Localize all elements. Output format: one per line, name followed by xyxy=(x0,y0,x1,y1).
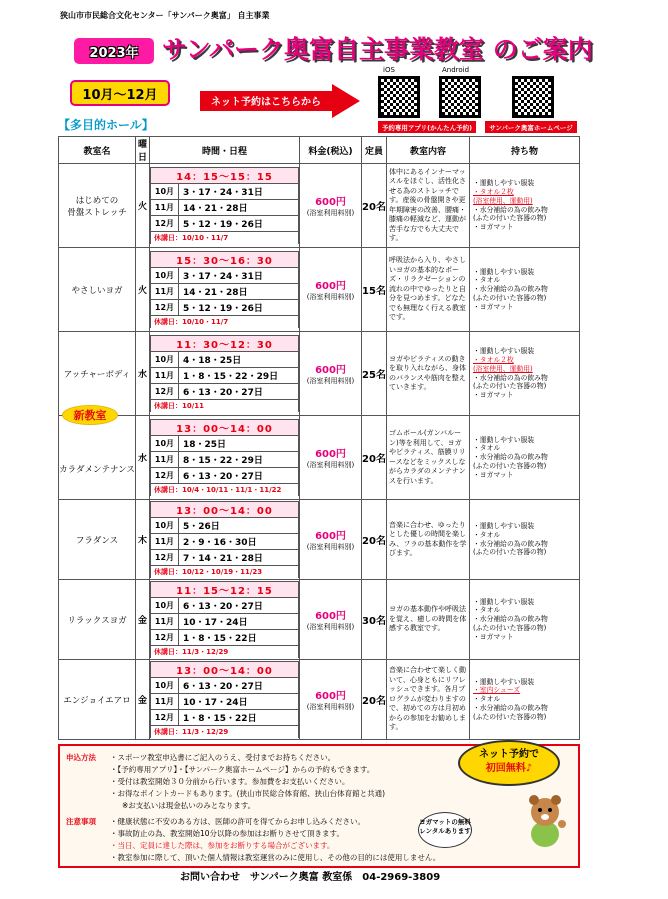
holiday-text: 休講日：11/3・12/29 xyxy=(151,726,299,738)
fee-amount: 600円 xyxy=(315,449,346,460)
class-time: 15：30～16：30 xyxy=(151,252,299,268)
item-line: ・運動しやすい服装 xyxy=(473,179,535,188)
item-line: (ふたの付いた容器の物) xyxy=(473,623,547,632)
items-list xyxy=(470,580,580,660)
month-label: 10月 xyxy=(151,518,179,534)
items-list xyxy=(470,248,580,332)
month-dates: 3・17・24・31日 xyxy=(179,268,299,284)
month-dates: 14・21・28日 xyxy=(179,200,299,216)
month-row xyxy=(151,436,299,452)
capacity: 20名 xyxy=(362,660,387,740)
item-line: ・タオル２枚 xyxy=(473,187,514,196)
capacity: 25名 xyxy=(362,332,387,416)
class-time: 11：30～12：30 xyxy=(151,336,299,352)
class-name: カラダメンテナンス xyxy=(59,416,136,500)
item-line: ・水分補給の為の飲み物 xyxy=(473,703,548,712)
schedule-cell xyxy=(150,332,300,416)
items-list xyxy=(470,660,580,740)
month-dates: 10・17・24日 xyxy=(179,614,299,630)
class-day: 金 xyxy=(136,580,150,660)
month-row xyxy=(151,216,299,232)
item-line: ・ヨガマット xyxy=(473,632,514,641)
month-label: 11月 xyxy=(151,534,179,550)
month-label: 11月 xyxy=(151,694,179,710)
item-line: ・水分補給の為の飲み物 xyxy=(473,373,548,382)
holiday-text: 休講日：10/12・10/19・11/23 xyxy=(151,566,299,578)
month-dates: 8・15・22・29日 xyxy=(179,452,299,468)
apply-line-2: ・【予約専用アプリ】・【サンパーク奥富ホームページ】からの予約もできます。 xyxy=(110,765,375,774)
month-dates: 14・21・28日 xyxy=(179,284,299,300)
month-label: 12月 xyxy=(151,216,179,232)
month-label: 10月 xyxy=(151,598,179,614)
month-dates: 18・25日 xyxy=(179,436,299,452)
month-label: 12月 xyxy=(151,468,179,484)
fee-note: (浴室利用料別) xyxy=(306,293,355,301)
fee-amount: 600円 xyxy=(315,197,346,208)
item-line: (浴室使用、運動用) xyxy=(473,364,533,373)
month-label: 10月 xyxy=(151,352,179,368)
header-fee: 料金(税込) xyxy=(300,137,362,164)
month-row xyxy=(151,300,299,316)
class-description: 呼吸法から入り、やさしいヨガの基本的なポーズ・リラクゼーションの流れの中でゆったりと自分を見つめます。どなたでも無理なく行える教室です。 xyxy=(387,248,470,332)
schedule-cell xyxy=(150,660,300,740)
class-row xyxy=(59,416,580,500)
item-line: ・ヨガマット xyxy=(473,302,514,311)
month-label: 12月 xyxy=(151,384,179,400)
fee-amount: 600円 xyxy=(315,531,346,542)
schedule-cell xyxy=(150,248,300,332)
contact-info: お問い合わせ サンパーク奥富 教室係 04-2969-3809 xyxy=(180,872,441,883)
item-line: ・運動しやすい服装 xyxy=(473,435,535,444)
item-line: ・水分補給の為の飲み物 xyxy=(473,453,548,462)
month-dates: 6・13・20・27日 xyxy=(179,468,299,484)
fee-note: (浴室利用料別) xyxy=(306,703,355,711)
net-bubble-line-2: 初回無料♪ xyxy=(485,763,533,774)
month-row xyxy=(151,452,299,468)
fee-amount: 600円 xyxy=(315,611,346,622)
item-line: ・タオル xyxy=(473,530,501,539)
schedule-cell xyxy=(150,580,300,660)
item-line: ・タオル xyxy=(473,276,501,285)
class-description: ヨガの基本動作や呼吸法を覚え、癒しの時間を体感する教室です。 xyxy=(387,580,470,660)
homepage-qr-code[interactable] xyxy=(512,76,554,118)
month-label: 11月 xyxy=(151,200,179,216)
month-dates: 1・8・15・22・29日 xyxy=(179,368,299,384)
item-line: ・タオル xyxy=(473,444,501,453)
fee-amount: 600円 xyxy=(315,365,346,376)
month-dates: 6・13・20・27日 xyxy=(179,384,299,400)
header-items: 持ち物 xyxy=(470,137,580,164)
net-bubble-line-1: ネット予約で xyxy=(479,749,539,760)
header-content: 教室内容 xyxy=(387,137,470,164)
items-list xyxy=(470,500,580,580)
item-line: ・運動しやすい服装 xyxy=(473,597,535,606)
class-day: 水 xyxy=(136,332,150,416)
item-line: ・水分補給の為の飲み物 xyxy=(473,205,548,214)
month-label: 10月 xyxy=(151,678,179,694)
ios-qr-code[interactable] xyxy=(378,76,420,118)
net-reserve-arrow[interactable] xyxy=(200,84,360,118)
item-line: ・運動しやすい服装 xyxy=(473,677,535,686)
capacity: 20名 xyxy=(362,416,387,500)
holiday-text: 休講日：11/3・12/29 xyxy=(151,646,299,658)
capacity: 20名 xyxy=(362,500,387,580)
net-reserve-label: ネット予約はこちらから xyxy=(211,97,321,108)
fee-cell xyxy=(300,500,362,580)
month-dates: 10・17・24日 xyxy=(179,694,299,710)
fee-cell xyxy=(300,164,362,248)
fee-amount: 600円 xyxy=(315,281,346,292)
month-dates: 1・8・15・22日 xyxy=(179,630,299,646)
header-schedule: 時間・日程 xyxy=(150,137,300,164)
class-time: 11：15～12：15 xyxy=(151,582,299,598)
items-list xyxy=(470,164,580,248)
item-line: (ふたの付いた容器の物) xyxy=(473,214,547,223)
item-line: ・ヨガマット xyxy=(473,223,514,232)
net-reserve-bubble xyxy=(458,740,560,786)
item-line: ・ヨガマット xyxy=(473,470,514,479)
month-row xyxy=(151,468,299,484)
period-badge: 10月～12月 xyxy=(70,80,170,106)
apply-line-5: ※お支払いは現金払いのみとなります。 xyxy=(122,801,256,810)
month-dates: 3・17・24・31日 xyxy=(179,184,299,200)
item-line: ・運動しやすい服装 xyxy=(473,521,535,530)
class-day: 金 xyxy=(136,660,150,740)
android-qr-code[interactable] xyxy=(439,76,481,118)
month-label: 10月 xyxy=(151,268,179,284)
holiday-text: 休講日：10/4・10/11・11/1・11/22 xyxy=(151,484,299,496)
apply-line-3: ・受付は教室開始３０分前から行います。参加費をお支払いください。 xyxy=(110,777,350,786)
class-time: 14：15～15：15 xyxy=(151,168,299,184)
month-row xyxy=(151,614,299,630)
fee-note: (浴室利用料別) xyxy=(306,461,355,469)
class-row xyxy=(59,500,580,580)
month-label: 12月 xyxy=(151,300,179,316)
month-row xyxy=(151,550,299,566)
holiday-text: 休講日：10/10・11/7 xyxy=(151,232,299,244)
fee-cell xyxy=(300,248,362,332)
class-description: ヨガやピラティスの動きを取り入れながら、身体のバランスや筋肉を整えていきます。 xyxy=(387,332,470,416)
class-day: 火 xyxy=(136,164,150,248)
holiday-text: 休講日：10/11 xyxy=(151,400,299,412)
month-row xyxy=(151,352,299,368)
header-class: 教室名 xyxy=(59,137,136,164)
month-row xyxy=(151,598,299,614)
item-line: ・水分補給の為の飲み物 xyxy=(473,285,548,294)
fee-cell xyxy=(300,580,362,660)
month-label: 11月 xyxy=(151,284,179,300)
class-description: 体中にあるインナーマッスルをほぐし、活性化させる為のストレッチです。産後の骨盤開きや更年期障害の改善、腰痛・膝痛の軽減など、運動が苦手な方でも大丈夫です。 xyxy=(387,164,470,248)
month-row xyxy=(151,284,299,300)
month-row xyxy=(151,518,299,534)
month-dates: 2・9・16・30日 xyxy=(179,534,299,550)
capacity: 20名 xyxy=(362,164,387,248)
apply-line-4: ・お得なポイントカードもあります。(狭山市民総合体育館、狭山台体育館と共通) xyxy=(110,789,386,798)
class-time: 13：00～14：00 xyxy=(151,502,299,518)
capacity: 30名 xyxy=(362,580,387,660)
fee-cell xyxy=(300,660,362,740)
item-line: (ふたの付いた容器の物) xyxy=(473,461,547,470)
items-list xyxy=(470,416,580,500)
item-line: ・タオル xyxy=(473,606,501,615)
header-capacity: 定員 xyxy=(362,137,387,164)
month-row xyxy=(151,534,299,550)
month-label: 11月 xyxy=(151,368,179,384)
month-row xyxy=(151,384,299,400)
month-dates: 5・26日 xyxy=(179,518,299,534)
ios-label: iOS xyxy=(383,66,395,74)
class-day: 木 xyxy=(136,500,150,580)
month-label: 10月 xyxy=(151,184,179,200)
capacity: 15名 xyxy=(362,248,387,332)
item-line: ・運動しやすい服装 xyxy=(473,267,535,276)
class-name: リラックスヨガ xyxy=(59,580,136,660)
class-row xyxy=(59,660,580,740)
item-line: (ふたの付いた容器の物) xyxy=(473,712,547,721)
item-line: ・室内シューズ xyxy=(473,686,521,695)
month-label: 12月 xyxy=(151,710,179,726)
apply-line-1: ・スポーツ教室申込書にご記入のうえ、受付までお持ちください。 xyxy=(110,753,336,762)
month-dates: 7・14・21・28日 xyxy=(179,550,299,566)
month-dates: 5・12・19・26日 xyxy=(179,300,299,316)
table-header-row xyxy=(59,137,580,164)
fee-note: (浴室利用料別) xyxy=(306,623,355,631)
caution-line-1: ・健康状態に不安のある方は、医師の許可を得てからお申し込みください。 xyxy=(110,817,365,826)
mat-rental-bubble: ヨガマットの無料レンタルあります xyxy=(418,812,472,848)
month-label: 11月 xyxy=(151,614,179,630)
class-name: エンジョイエアロ xyxy=(59,660,136,740)
fee-cell xyxy=(300,332,362,416)
month-dates: 1・8・15・22日 xyxy=(179,710,299,726)
caution-line-2: ・事故防止の為、教室開始10分以降の参加はお断りさせて頂きます。 xyxy=(110,829,344,838)
class-name: はじめての 骨盤ストレッチ xyxy=(59,164,136,248)
item-line: (浴室使用、運動用) xyxy=(473,196,533,205)
month-label: 10月 xyxy=(151,436,179,452)
holiday-text: 休講日：10/10・11/7 xyxy=(151,316,299,328)
class-name: アッチャーボディ xyxy=(59,332,136,416)
item-line: ・運動しやすい服装 xyxy=(473,347,535,356)
class-day: 火 xyxy=(136,248,150,332)
class-table xyxy=(58,136,580,740)
month-dates: 6・13・20・27日 xyxy=(179,598,299,614)
fee-note: (浴室利用料別) xyxy=(306,377,355,385)
class-day: 水 xyxy=(136,416,150,500)
item-line: (ふたの付いた容器の物) xyxy=(473,293,547,302)
item-line: ・タオル２枚 xyxy=(473,355,514,364)
apply-label: 申込方法 xyxy=(66,753,96,762)
month-row xyxy=(151,268,299,284)
month-dates: 6・13・20・27日 xyxy=(179,678,299,694)
month-label: 11月 xyxy=(151,452,179,468)
new-class-badge: 新教室 xyxy=(62,405,118,425)
caution-line-4: ・教室参加に際して、頂いた個人情報は教室運営のみに使用し、その他の目的には使用しません。 xyxy=(110,853,441,862)
class-name: やさしいヨガ xyxy=(59,248,136,332)
month-row xyxy=(151,710,299,726)
caution-line-3: ・当日、定員に達した際は、参加をお断りする場合がございます。 xyxy=(110,841,335,850)
fee-note: (浴室利用料別) xyxy=(306,209,355,217)
schedule-cell xyxy=(150,500,300,580)
caution-label: 注意事項 xyxy=(66,817,96,826)
mascot-image xyxy=(522,790,568,850)
item-line: ・タオル xyxy=(473,695,501,704)
class-row xyxy=(59,164,580,248)
schedule-cell xyxy=(150,164,300,248)
fee-cell xyxy=(300,416,362,500)
class-time: 13：00～14：00 xyxy=(151,662,299,678)
item-line: ・水分補給の為の飲み物 xyxy=(473,615,548,624)
month-label: 12月 xyxy=(151,550,179,566)
month-row xyxy=(151,630,299,646)
android-label: Android xyxy=(442,66,470,74)
page-title: サンパーク奥富自主事業教室 のご案内 xyxy=(162,35,593,64)
item-line: (ふたの付いた容器の物) xyxy=(473,548,547,557)
item-line: ・ヨガマット xyxy=(473,391,514,400)
header-day: 曜日 xyxy=(136,137,150,164)
month-row xyxy=(151,200,299,216)
month-row xyxy=(151,694,299,710)
month-row xyxy=(151,368,299,384)
organizer-text: 狭山市市民総合文化センター「サンパーク奥富」 自主事業 xyxy=(60,11,270,20)
month-label: 12月 xyxy=(151,630,179,646)
app-label: 予約専用アプリ(かんたん予約) xyxy=(378,121,476,133)
items-list xyxy=(470,332,580,416)
class-name: フラダンス xyxy=(59,500,136,580)
year-badge: 2023年 xyxy=(74,38,154,64)
class-time: 13：00～14：00 xyxy=(151,420,299,436)
class-description: 音楽に合わせて楽しく動いて、心身ともにリフレッシュできます。各月プログラムが変わりますので、初めての方は月初めからの参加をお勧めします。 xyxy=(387,660,470,740)
homepage-label: サンパーク奥富ホームページ xyxy=(485,121,577,133)
class-row xyxy=(59,332,580,416)
class-description: 音楽に合わせ、ゆったりとした優しの時間を楽しみ、フラの基本動作を学びます。 xyxy=(387,500,470,580)
month-dates: 5・12・19・26日 xyxy=(179,216,299,232)
schedule-cell xyxy=(150,416,300,500)
fee-note: (浴室利用料別) xyxy=(306,543,355,551)
hall-label: 【多目的ホール】 xyxy=(58,118,154,132)
class-row xyxy=(59,580,580,660)
fee-amount: 600円 xyxy=(315,691,346,702)
month-row xyxy=(151,184,299,200)
month-dates: 4・18・25日 xyxy=(179,352,299,368)
item-line: ・水分補給の為の飲み物 xyxy=(473,539,548,548)
class-row xyxy=(59,248,580,332)
month-row xyxy=(151,678,299,694)
class-description: ゴムボール(ガンバルーン)等を利用して、ヨガやピラティス、筋膜リリースなどをミックスしながらカラダのメンテナンスを行います。 xyxy=(387,416,470,500)
item-line: (ふたの付いた容器の物) xyxy=(473,382,547,391)
